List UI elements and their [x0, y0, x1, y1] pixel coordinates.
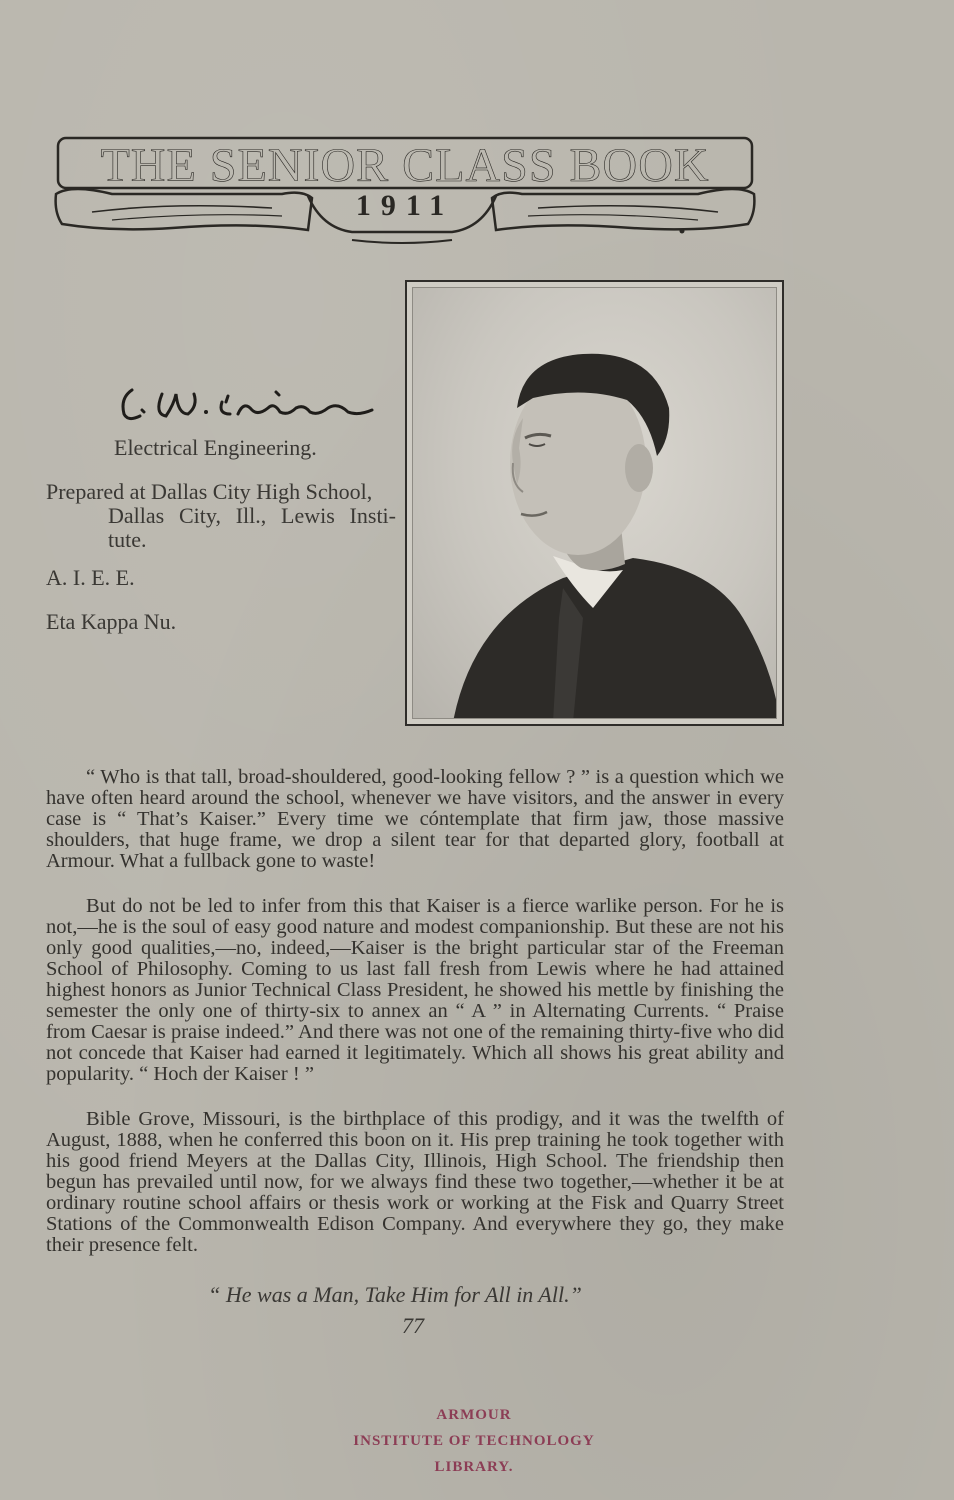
prepared-line-2: Dallas City, Ill., Lewis Insti-	[108, 503, 396, 528]
header-year: 1911	[355, 189, 455, 222]
closing-quote: “ He was a Man, Take Him for All in All.”	[208, 1282, 582, 1307]
prepared-line-3: tute.	[108, 527, 147, 552]
portrait-frame	[405, 280, 784, 726]
department: Electrical Engineering.	[114, 435, 317, 460]
biography	[46, 767, 784, 1280]
stamp-line-3: LIBRARY.	[434, 1459, 514, 1475]
header-title: THE SENIOR CLASS BOOK	[100, 139, 710, 192]
portrait-figure	[413, 288, 777, 719]
stamp-line-1: ARMOUR	[436, 1407, 512, 1423]
biography-paragraph-2: But do not be led to infer from this that Kaiser is a fierce warlike person. For he is not,—he is the soul of easy good nature and modest companionship. But these are not his only good qualities,—no, indeed,—Kaiser is the bright particular star of the Freeman School of Philosophy. Coming to us last fall fresh from Lewis where he had attained highest honors as Junior Technical Class President, he showed his mettle by finishing the semester the only one of thirty-six to annex an “ A ” in Alternating Currents. “ Praise from Caesar is praise indeed.” And there was not one of the remaining thirty-five who did not concede that Kaiser had earned it legitimately. Which all shows his great ability and popularity. “ Hoch der Kaiser ! ”	[46, 895, 784, 1085]
header-banner	[52, 132, 758, 246]
society-aiee: A. I. E. E.	[46, 565, 135, 590]
page-number: 77	[402, 1313, 424, 1338]
portrait-photo	[412, 287, 777, 719]
signature	[118, 380, 378, 430]
prepared-line-1: Prepared at Dallas City High School,	[46, 479, 373, 504]
prepared-at	[46, 480, 396, 552]
society-eta-kappa-nu: Eta Kappa Nu.	[46, 609, 177, 634]
biography-paragraph-1: “ Who is that tall, broad-shouldered, good-looking fellow ? ” is a question which we have often heard around the school, whenever we have visitors, and the answer in every case is “ That’s Kaiser.” Every time we cóntemplate that firm jaw, those massive shoulders, that huge frame, we drop a silent tear for that departed glory, football at Armour. What a fullback gone to waste!	[46, 766, 784, 872]
biography-paragraph-3: Bible Grove, Missouri, is the birthplace of this prodigy, and it was the twelfth of August, 1888, when he conferred this boon on it. His prep training he took together with his good friend Meyers at the Dallas City, Illinois, High School. The friendship then begun has prevailed until now, for we always find these two together,—whether it be at ordinary routine school affairs or thesis work or working at the Fisk and Quarry Street Stations of the Commonwealth Edison Company. And everywhere they go, they make their presence felt.	[46, 1108, 784, 1256]
stamp-line-2: INSTITUTE OF TECHNOLOGY	[353, 1433, 595, 1449]
